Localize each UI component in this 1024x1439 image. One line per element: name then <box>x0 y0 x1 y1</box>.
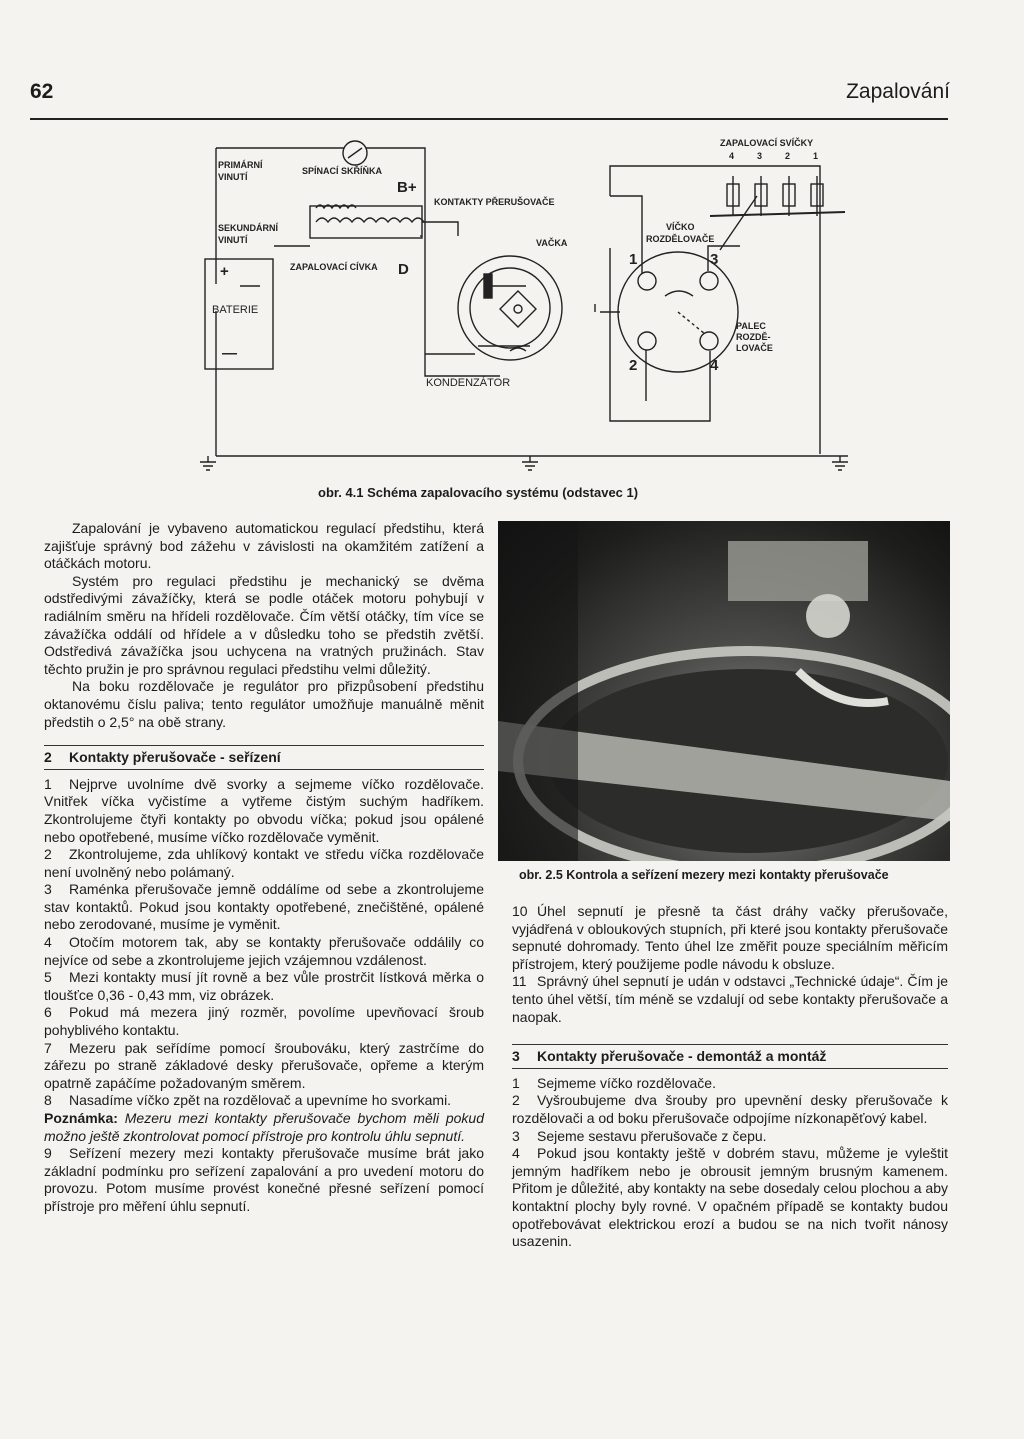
section3-heading <box>512 1044 948 1069</box>
secondary-winding-label-1: SEKUNDÁRNÍ <box>218 223 279 233</box>
rotor-label-1: PALEC <box>736 321 766 331</box>
section2-number: 2 <box>44 749 52 766</box>
page-number: 62 <box>30 80 54 103</box>
note-label: Poznámka: <box>44 1110 118 1126</box>
spark-plugs-icon <box>710 176 845 216</box>
terminal-number-1: 1 <box>629 251 638 268</box>
condenser-label: KONDENZÁTOR <box>426 377 511 389</box>
list-item: 1 Sejmeme víčko rozdělovače. <box>512 1074 716 1091</box>
battery-plus: + <box>220 263 229 280</box>
intro-paragraph: Na boku rozdělovače je regulátor pro přizpůsobení předstihu oktanovému číslu paliva; tento regulátor umožňuje manuálně měnit předstih o 2,5° na obě strany. <box>44 678 484 730</box>
list-item: 7 Mezeru pak seřídíme pomocí šroubováku, který zastrčíme do zářezu po straně základové desky přerušovače, opřeme a kterým opatrně zapáčíme požadovaným směrem. <box>44 1039 484 1091</box>
switch-box-label: SPÍNACÍ SKŘÍŇKA <box>302 166 383 176</box>
cam-icon <box>500 291 536 327</box>
left-column <box>44 520 484 1216</box>
list-item: 5 Mezi kontakty musí jít rovně a bez vůle prostrčit lístková měrka o tloušťce 0,36 - 0,43 mm, viz obrázek. <box>44 969 484 1003</box>
section2-title: Kontakty přerušovače - seřízení <box>69 749 281 766</box>
section3-number: 3 <box>512 1048 520 1065</box>
list-item: 10 Úhel sepnutí je přesně ta část dráhy vačky přerušovače, vyjádřená v obloukových stupních, při které jsou kontakty přerušovače sepnuté dohromady. Tento úhel lze změřit pouze speciálním měřicím přístrojem, který použijeme podle návodu k obsluze. <box>512 903 948 972</box>
plug-number-1: 1 <box>813 151 819 161</box>
plug-number-4: 4 <box>729 151 735 161</box>
note-text: Mezeru mezi kontakty přerušovače bychom měli pokud možno ještě zkontrolovat pomocí přístroje pro kontrolu úhlu sepnutí. <box>44 1110 485 1144</box>
terminal-number-4: 4 <box>710 357 719 374</box>
distributor-cap-label-2: ROZDĚLOVAČE <box>646 234 715 244</box>
plug-number-2: 2 <box>785 151 791 161</box>
battery-minus: — <box>222 345 237 362</box>
primary-winding-label-1: PRIMÁRNÍ <box>218 160 263 170</box>
rotor-label-2: ROZDĚ- <box>736 332 771 342</box>
list-item: 8 Nasadíme víčko zpět na rozdělovač a upevníme ho svorkami. <box>44 1092 452 1109</box>
list-item: 4 Otočím motorem tak, aby se kontakty přerušovače oddálily co nejvíce od sebe a zkontrolujeme jejich vzájemnou vzdálenost. <box>44 934 484 968</box>
list-item: 3 Raménka přerušovače jemně oddálíme od sebe a zkontrolujeme stav kontaktů. Pokud jsou kontakty opotřebené, znečištěné, opálené nebo zerodované, musíme je vyměnit. <box>44 881 484 933</box>
plug-number-3: 3 <box>757 151 763 161</box>
rotor-label-3: LOVAČE <box>736 343 773 353</box>
intro-paragraph: Zapalování je vybaveno automatickou regulací předstihu, která zajišťuje správný bod zážehu v závislosti na okamžitém zatížení a otáčkách motoru. <box>44 520 484 572</box>
list-item: 1 Nejprve uvolníme dvě svorky a sejmeme víčko rozdělovače. Vnitřek víčka vyčistíme a vytřeme čistým suchým hadříkem. Zkontrolujeme čtyři kontakty po obvodu víčka; pokud jsou opálené nebo opotřebené, musíme víčko rozdělovače vyměnit. <box>44 775 484 845</box>
b-plus-label: B+ <box>397 179 417 196</box>
note <box>44 1110 484 1145</box>
figure1-caption: obr. 4.1 Schéma zapalovacího systému (odstavec 1) <box>318 485 639 500</box>
distributor-cap-label-1: VÍČKO <box>666 222 695 232</box>
section3-title: Kontakty přerušovače - demontáž a montáž <box>537 1048 827 1065</box>
list-item: 9 Seřízení mezery mezi kontakty přerušovače musíme brát jako základní podmínku pro seřízení zapalování a pro uvedení motoru do provozu. Potom musíme provést konečné přesné seřízení pomocí přístroje pro měření úhlu sepnutí. <box>44 1145 484 1214</box>
right-column <box>512 903 948 1251</box>
header-rule <box>30 118 948 120</box>
list-item: 2 Zkontrolujeme, zda uhlíkový kontakt ve středu víčka rozdělovače není uvolněný nebo polámaný. <box>44 846 484 880</box>
breaker-photo <box>498 521 950 861</box>
ignition-coil-box <box>310 206 422 238</box>
list-item: 4 Pokud jsou kontakty ještě v dobrém stavu, můžeme je vyleštit jemným hadříkem nebo je obrousit jemným brusným kamenem. Přitom je důležité, aby kontakty na sebe dosedaly celou plochou a aby kontaktní plochy byly rovné. V opačném případě se kontakty budou opotřebovávat elektrickou erozí a budou se na nich tvořit nánosy usazenin. <box>512 1145 948 1250</box>
chapter-title: Zapalování <box>846 80 950 103</box>
battery-label: BATERIE <box>212 304 259 316</box>
list-item: 3 Sejeme sestavu přerušovače z čepu. <box>512 1127 767 1144</box>
terminal-number-3: 3 <box>710 251 719 268</box>
list-item: 2 Vyšroubujeme dva šrouby pro upevnění desky přerušovače k rozdělovači a od boku přerušovače odpojíme nízkonapěťový kabel. <box>512 1092 948 1126</box>
spark-plugs-label: ZAPALOVACÍ SVÍČKY <box>720 138 814 148</box>
figure2-caption: obr. 2.5 Kontrola a seřízení mezery mezi kontakty přerušovače <box>519 868 889 882</box>
ignition-coil-label: ZAPALOVACÍ CÍVKA <box>290 262 378 272</box>
cam-label: VAČKA <box>536 238 568 248</box>
primary-winding-label-2: VINUTÍ <box>218 172 248 182</box>
section2-heading <box>44 745 484 770</box>
intro-paragraph: Systém pro regulaci předstihu je mechanický se dvěma odstředivými závažíčky, která se podle otáček motoru pohybují v radiálním směru na hřídeli rozdělovače. Čím větší otáčky, tím více se závažíčka oddálí od hřídele a v důsledku toho se předstih zvětší. Odstředivá závažíčka jsou uchycena na vratných pružinách. Stav těchto pružin je pro správnou regulaci předstihu velmi důležitý. <box>44 572 484 677</box>
breaker-housing <box>458 256 562 360</box>
secondary-winding-label-2: VINUTÍ <box>218 235 248 245</box>
terminal-number-2: 2 <box>629 357 638 374</box>
ignition-diagram <box>180 136 860 474</box>
list-item: 6 Pokud má mezera jiný rozměr, povolíme upevňovací šroub pohyblivého kontaktu. <box>44 1004 484 1039</box>
breaker-contacts-label: KONTAKTY PŘERUŠOVAČE <box>434 197 555 207</box>
d-terminal-label: D <box>398 261 409 278</box>
list-item: 11 Správný úhel sepnutí je udán v odstavci „Technické údaje“. Čím je tento úhel větší, tím méně se vzdalují od sebe kontakty přerušovače a naopak. <box>512 973 948 1025</box>
